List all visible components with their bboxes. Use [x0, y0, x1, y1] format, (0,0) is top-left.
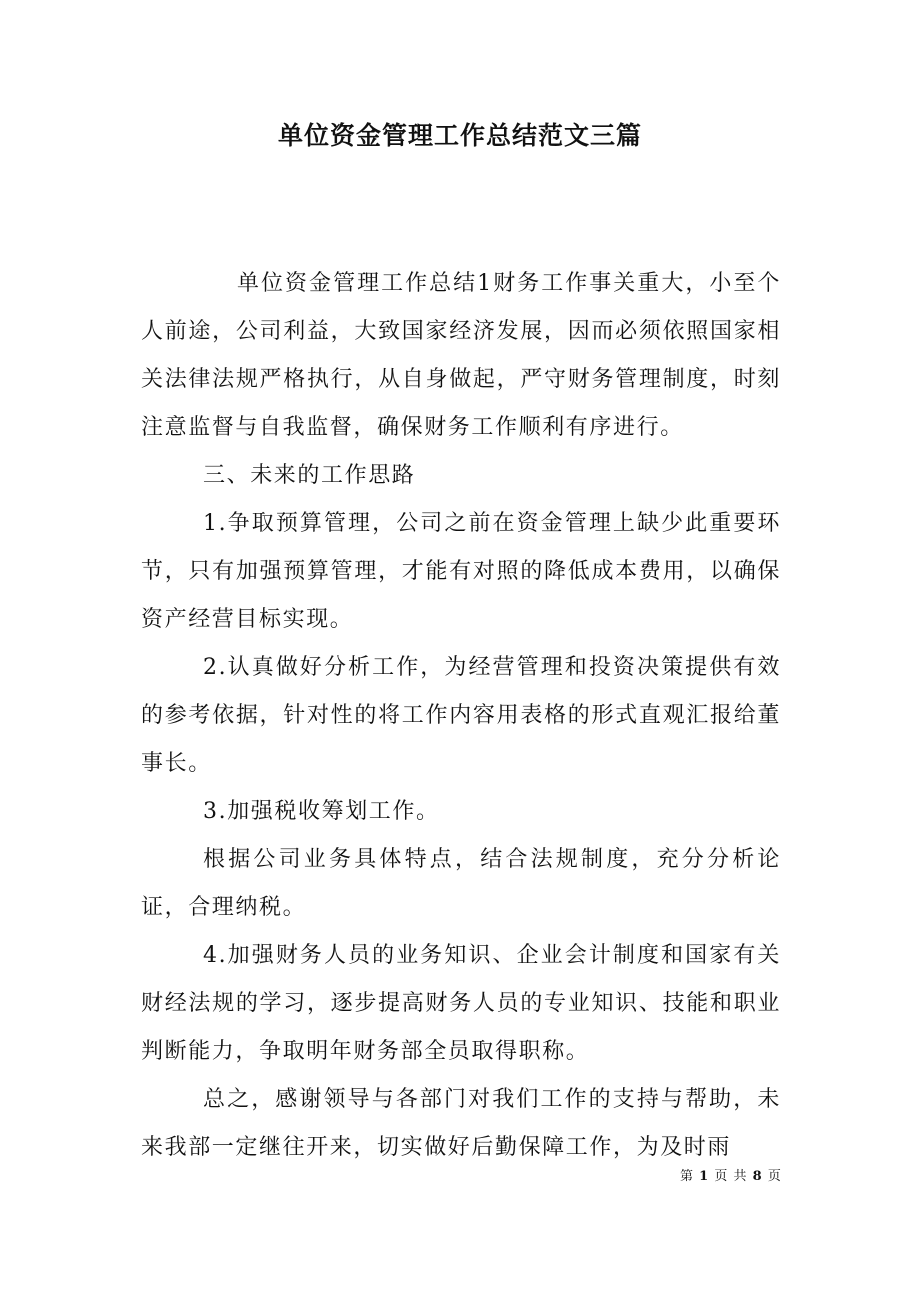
paragraph-item-4: 4.加强财务人员的业务知识、企业会计制度和国家有关财经法规的学习，逐步提高财务人员的专业知识、技能和职业判断能力，争取明年财务部全员取得职称。 [141, 943, 781, 1064]
paragraph-item-1: 1.争取预算管理，公司之前在资金管理上缺少此重要环节，只有加强预算管理，才能有对照的降低成本费用，以确保资产经营目标实现。 [141, 511, 781, 632]
footer-current-page: 1 [699, 1169, 710, 1184]
footer-suffix: 页 [767, 1169, 782, 1184]
paragraph-item-2: 2.认真做好分析工作，为经营管理和投资决策提供有效的参考依据，针对性的将工作内容用表格的形式直观汇报给董事长。 [141, 655, 781, 776]
footer-middle: 页 共 [714, 1169, 748, 1184]
paragraph-item-3-detail: 根据公司业务具体特点，结合法规制度，充分分析论证，合理纳税。 [141, 847, 781, 920]
document-body [141, 260, 781, 1172]
paragraph-conclusion: 总之，感谢领导与各部门对我们工作的支持与帮助，未来我部一定继往开来，切实做好后勤保障工作，为及时雨 [141, 1087, 781, 1160]
page-number-footer [680, 1167, 800, 1187]
footer-total-pages: 8 [752, 1169, 763, 1184]
document-title: 单位资金管理工作总结范文三篇 [277, 121, 642, 150]
paragraph-intro: 单位资金管理工作总结1财务工作事关重大，小至个人前途，公司利益，大致国家经济发展，因而必须依照国家相关法律法规严格执行，从自身做起，严守财务管理制度，时刻注意监督与自我监督，确保财务工作顺利有序进行。 [141, 271, 781, 440]
paragraph-item-3: 3.加强税收筹划工作。 [203, 799, 440, 824]
section-heading: 三、未来的工作思路 [203, 463, 416, 488]
footer-prefix: 第 [680, 1169, 695, 1184]
